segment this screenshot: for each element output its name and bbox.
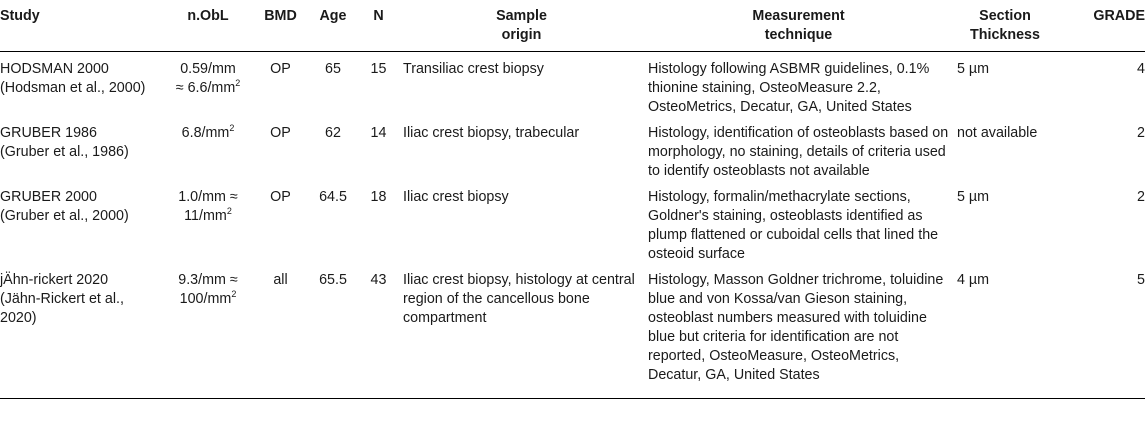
study-cell xyxy=(0,271,163,399)
study-cell xyxy=(0,124,163,188)
nobl-superscript: 2 xyxy=(226,206,232,216)
nobl-line2: ≈ $6.6/mm^2$ xyxy=(175,78,241,96)
table-row xyxy=(0,52,1145,125)
age-cell: 65.5 xyxy=(308,271,358,399)
study-citation: (Gruber et al., 2000) xyxy=(0,208,129,224)
n-cell: 43 xyxy=(358,271,399,399)
header-thickness xyxy=(953,0,1057,52)
technique-cell: Histology, formalin/methacrylate sections, Goldner's staining, osteoblasts identified as plump flattened or cuboidal cells that lined the osteoid surface xyxy=(648,189,939,262)
table-row xyxy=(0,271,1145,399)
n-cell: 18 xyxy=(370,189,387,205)
nobl-line1: 0.59/mm xyxy=(180,61,236,77)
nobl-line2: $100/mm^2$ xyxy=(179,289,237,307)
grade-cell: 2 xyxy=(1137,125,1145,141)
grade-cell: 5 xyxy=(1057,271,1145,399)
header-bmd: BMD xyxy=(253,0,308,52)
nobl-line2: $11/mm^2$ xyxy=(184,206,232,224)
study-name: GRUBER 1986 xyxy=(0,125,97,141)
thickness-cell: 5 µm xyxy=(957,61,990,77)
bmd-cell: all xyxy=(253,271,308,399)
nobl-cell xyxy=(163,188,253,271)
bmd-cell: OP xyxy=(270,125,291,141)
n-cell: 14 xyxy=(370,125,387,141)
study-cell xyxy=(0,188,163,271)
header-thickness-line2: Thickness xyxy=(970,27,1040,43)
table-row xyxy=(0,188,1145,271)
study-cell xyxy=(0,52,163,125)
nobl-cell xyxy=(163,271,253,399)
nobl-superscript: 2 xyxy=(231,289,237,299)
technique-cell: Histology following ASBMR guidelines, 0.1% thionine staining, OsteoMeasure 2.2, OsteoMetrics, Decatur, GA, United States xyxy=(648,61,930,115)
study-name: GRUBER 2000 xyxy=(0,189,97,205)
nobl-cell xyxy=(163,124,253,188)
header-sample-origin-line1: Sample xyxy=(496,8,547,24)
header-technique-line1: Measurement xyxy=(752,8,845,24)
header-nobl: n.ObL xyxy=(163,0,253,52)
header-grade: GRADE xyxy=(1057,0,1145,52)
header-thickness-line1: Section xyxy=(979,8,1031,24)
origin-cell: Transiliac crest biopsy xyxy=(403,61,544,77)
grade-cell: 4 xyxy=(1137,61,1145,77)
study-name: HODSMAN 2000 xyxy=(0,61,109,77)
technique-cell: Histology, identification of osteoblasts based on morphology, no staining, details of criteria used to identify osteoblasts not available xyxy=(648,125,949,179)
study-citation: (Hodsman et al., 2000) xyxy=(0,80,146,96)
bmd-cell: OP xyxy=(270,61,291,77)
header-row xyxy=(0,0,1145,52)
nobl-line1: 1.0/mm ≈ xyxy=(178,189,238,205)
header-sample-origin xyxy=(399,0,644,52)
bmd-cell: OP xyxy=(270,189,291,205)
header-age: Age xyxy=(308,0,358,52)
age-cell: 65 xyxy=(325,61,341,77)
origin-cell: Iliac crest biopsy xyxy=(403,189,509,205)
thickness-cell: 5 µm xyxy=(957,189,990,205)
age-cell: 64.5 xyxy=(319,189,347,205)
technique-cell: Histology, Masson Goldner trichrome, toluidine blue and von Kossa/van Gieson staining, osteoblast numbers measured with toluidine blue but criteria for identification are not reported, OsteoMeasure, OsteoMetrics, Decatur, GA, United States xyxy=(644,271,953,399)
header-study: Study xyxy=(0,0,163,52)
n-cell: 15 xyxy=(370,61,387,77)
header-n: N xyxy=(358,0,399,52)
header-technique xyxy=(644,0,953,52)
nobl-superscript: 2 xyxy=(235,78,241,88)
grade-cell: 2 xyxy=(1137,189,1145,205)
nobl-cell xyxy=(163,52,253,125)
study-name: jÄhn-rickert 2020 xyxy=(0,272,109,288)
header-technique-line2: technique xyxy=(764,27,833,43)
origin-cell: Iliac crest biopsy, trabecular xyxy=(403,125,580,141)
thickness-cell: not available xyxy=(957,125,1038,141)
age-cell: 62 xyxy=(325,125,341,141)
nobl-line1: 9.3/mm ≈ xyxy=(178,272,238,288)
nobl-superscript: 2 xyxy=(229,123,235,133)
header-sample-origin-line2: origin xyxy=(501,27,542,43)
table-row xyxy=(0,124,1145,188)
origin-cell: Iliac crest biopsy, histology at central region of the cancellous bone compartment xyxy=(399,271,644,399)
thickness-cell: 4 µm xyxy=(953,271,1057,399)
study-citation: (Jähn-Rickert et al., 2020) xyxy=(0,291,124,326)
nobl-line1: $6.8/mm^2$ xyxy=(181,123,235,141)
study-citation: (Gruber et al., 1986) xyxy=(0,144,129,160)
